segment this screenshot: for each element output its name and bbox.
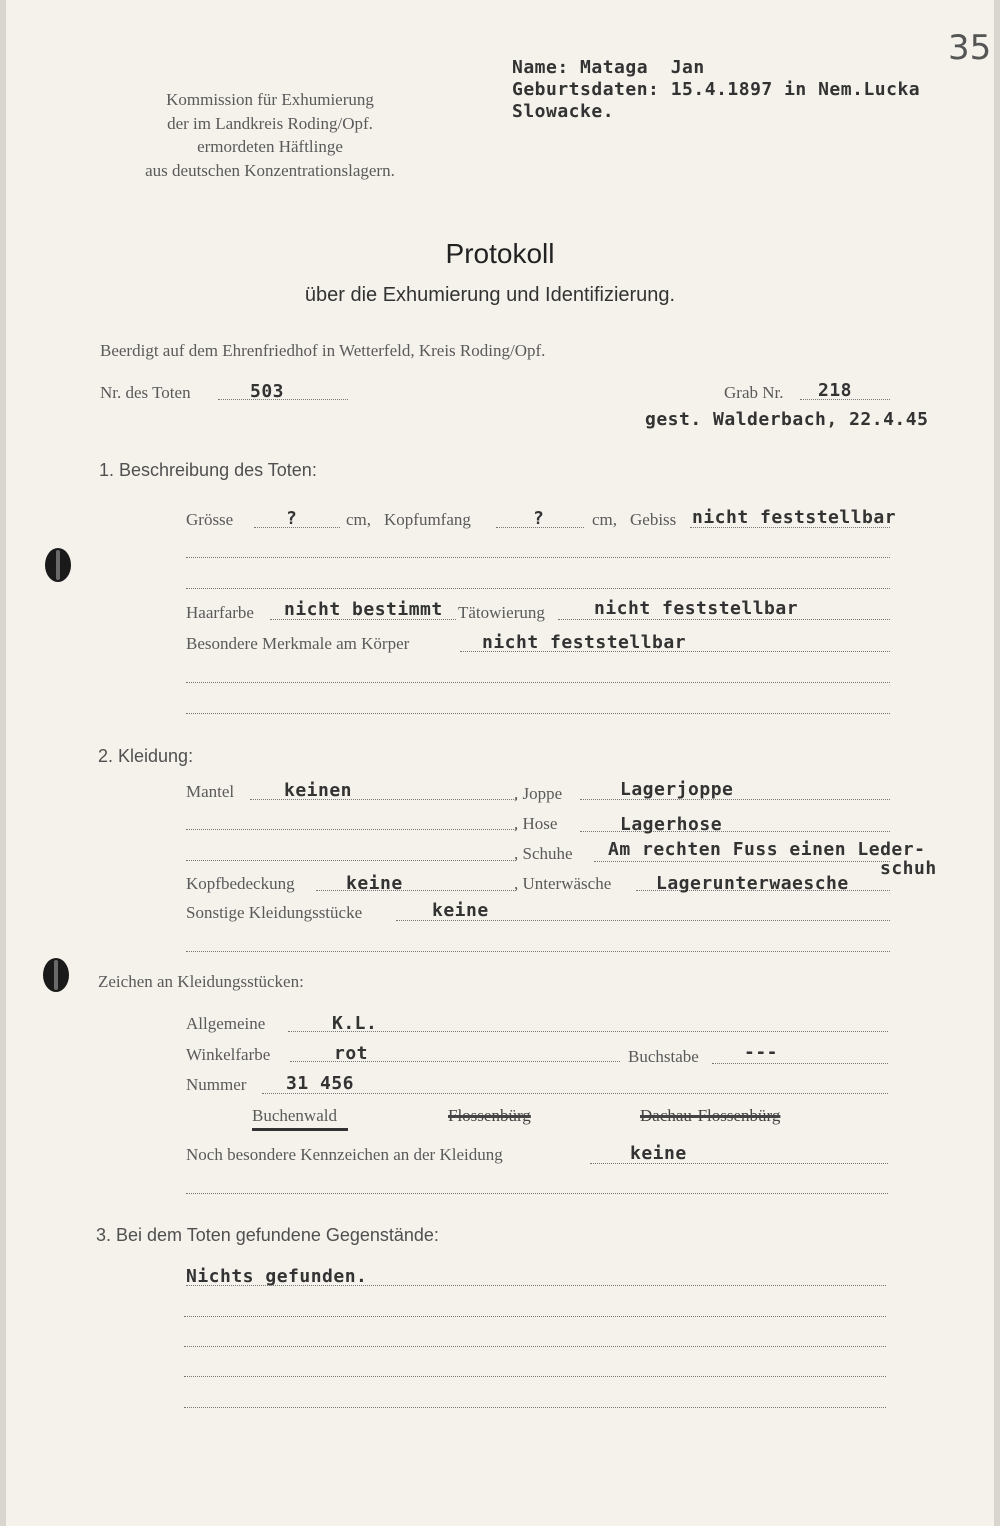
- kopfumfang-label: Kopfumfang: [384, 510, 471, 529]
- blank-line: [186, 557, 890, 558]
- section3-line: [186, 1285, 886, 1286]
- page-number: 35: [948, 28, 992, 68]
- zeichen-heading: Zeichen an Kleidungsstücken:: [98, 972, 304, 991]
- blank-line: [184, 1316, 886, 1317]
- buchstabe-label: Buchstabe: [628, 1047, 699, 1066]
- grab-label: Grab Nr.: [724, 383, 784, 402]
- mantel-label: Mantel: [186, 782, 235, 801]
- commission-line-3: ermordeten Häftlinge: [197, 137, 343, 156]
- haarfarbe-value: nicht bestimmt: [284, 599, 443, 620]
- blank-line: [186, 713, 890, 714]
- commission-line-1: Kommission für Exhumierung: [166, 90, 374, 109]
- nr-label: Nr. des Toten: [100, 383, 191, 402]
- blank-line: [186, 829, 516, 830]
- page-edge-right: [994, 0, 1000, 1526]
- section3-value: Nichts gefunden.: [186, 1266, 368, 1287]
- blank-line: [186, 588, 890, 589]
- page-title: Protokoll: [445, 238, 555, 269]
- typed-birth-line: Geburtsdaten: 15.4.1897 in Nem.Lucka: [512, 79, 921, 100]
- groesse-value: ?: [286, 508, 298, 529]
- blank-line: [184, 1407, 886, 1408]
- nummer-label: Nummer: [186, 1075, 247, 1094]
- allgemeine-line: [288, 1031, 888, 1032]
- joppe-label: , Joppe: [514, 784, 563, 803]
- kopfbedeckung-label: Kopfbedeckung: [186, 874, 295, 893]
- nr-value: 503: [250, 381, 285, 402]
- buchstabe-value: ---: [744, 1042, 779, 1063]
- camp-dachau-flossenbuerg-struck: Dachau-Flossenbürg: [640, 1106, 781, 1125]
- cm-2: cm,: [592, 510, 618, 529]
- typed-header: [512, 57, 920, 123]
- burial-line: Beerdigt auf dem Ehrenfriedhof in Wetterfeld, Kreis Roding/Opf.: [100, 341, 546, 360]
- commission-line-4: aus deutschen Konzentrationslagern.: [145, 160, 395, 180]
- schuhe-line: [594, 861, 890, 862]
- blank-line: [186, 860, 516, 861]
- hose-value: Lagerhose: [620, 814, 723, 835]
- hose-label: , Hose: [514, 814, 558, 833]
- camp-buchenwald: Buchenwald: [252, 1106, 337, 1125]
- haarfarbe-label: Haarfarbe: [186, 603, 254, 622]
- typed-nationality-line: Slowacke.: [512, 101, 615, 122]
- section3-heading: 3. Bei dem Toten gefundene Gegenstände:: [96, 1225, 439, 1245]
- cm-1: cm,: [346, 510, 372, 529]
- allgemeine-value: K.L.: [332, 1013, 378, 1034]
- commission-line-2: der im Landkreis Roding/Opf.: [167, 113, 373, 133]
- typed-name-line: Name: Mataga Jan: [512, 57, 705, 78]
- blank-line: [184, 1376, 886, 1377]
- unterwaesche-label: , Unterwäsche: [514, 874, 612, 893]
- commission-block: [0, 88, 540, 182]
- taetowierung-label: Tätowierung: [458, 603, 545, 622]
- punch-hole-bottom: [43, 958, 69, 992]
- section1-heading: 1. Beschreibung des Toten:: [99, 460, 317, 480]
- unterwaesche-value: Lagerunterwaesche: [656, 873, 849, 894]
- blank-line: [184, 1346, 886, 1347]
- gebiss-value: nicht feststellbar: [692, 507, 897, 528]
- death-line: gest. Walderbach, 22.4.45: [645, 409, 929, 430]
- camp-flossenbuerg-struck: Flossenbürg: [448, 1106, 531, 1125]
- sonstige-value: keine: [432, 900, 489, 921]
- buchstabe-line: [712, 1063, 888, 1064]
- camp-buchenwald-underline: [252, 1128, 348, 1131]
- merkmale-label: Besondere Merkmale am Körper: [186, 634, 410, 653]
- taetowierung-line: [558, 619, 890, 620]
- kopfumfang-value: ?: [533, 508, 545, 529]
- winkelfarbe-label: Winkelfarbe: [186, 1045, 271, 1064]
- grab-value: 218: [818, 380, 853, 401]
- page-edge-left: [0, 0, 6, 1526]
- groesse-label: Grösse: [186, 510, 234, 529]
- section2-heading: 2. Kleidung:: [98, 746, 194, 766]
- punch-hole-top: [45, 548, 71, 582]
- schuhe-label: , Schuhe: [514, 844, 573, 863]
- blank-line: [186, 682, 890, 683]
- allgemeine-label: Allgemeine: [186, 1014, 266, 1033]
- winkelfarbe-value: rot: [334, 1043, 369, 1064]
- blank-line: [186, 1193, 888, 1194]
- page-subtitle: über die Exhumierung und Identifizierung.: [304, 284, 676, 306]
- merkmale-value: nicht feststellbar: [482, 632, 687, 653]
- nummer-line: [262, 1093, 888, 1094]
- joppe-value: Lagerjoppe: [620, 779, 734, 800]
- kopfbedeckung-value: keine: [346, 873, 403, 894]
- schuhe-value: Am rechten Fuss einen Leder-: [608, 839, 926, 860]
- taetowierung-value: nicht feststellbar: [594, 598, 799, 619]
- mantel-value: keinen: [284, 780, 353, 801]
- sonstige-label: Sonstige Kleidungsstücke: [186, 903, 363, 922]
- schuhe-value-continued: schuh: [880, 858, 937, 879]
- nummer-value: 31 456: [286, 1073, 355, 1094]
- blank-line: [186, 951, 890, 952]
- noch-label: Noch besondere Kennzeichen an der Kleidung: [186, 1145, 503, 1164]
- noch-value: keine: [630, 1143, 687, 1164]
- gebiss-label: Gebiss: [630, 510, 677, 529]
